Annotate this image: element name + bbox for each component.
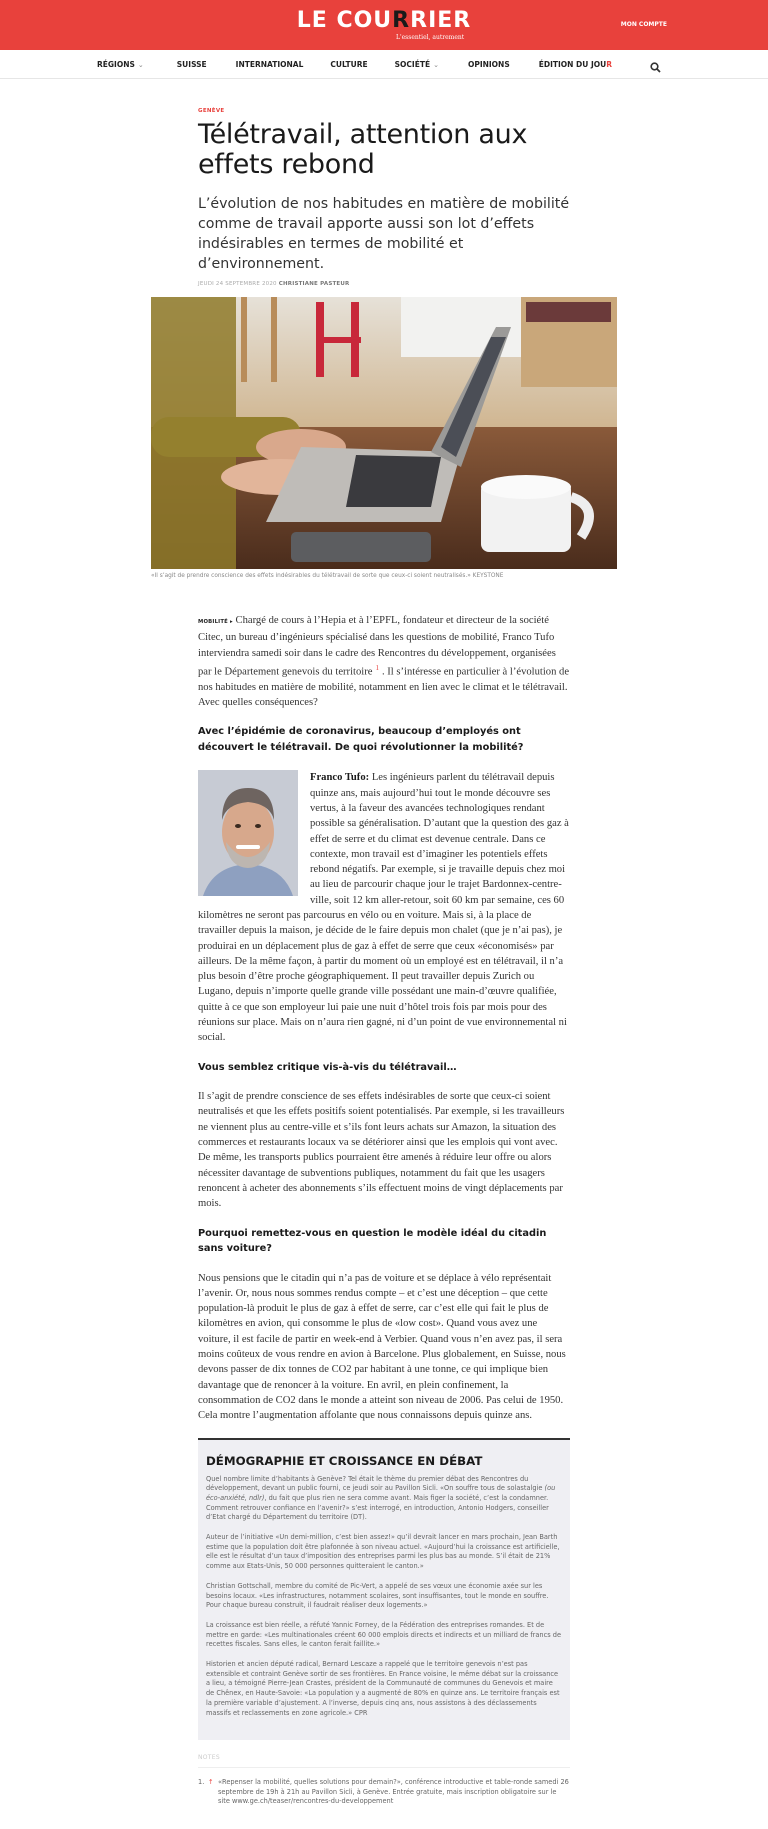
search-icon[interactable] [650, 58, 661, 69]
note-item [198, 1778, 570, 1807]
nav-item-culture[interactable]: CULTURE [330, 59, 368, 69]
portrait-photo-franco-tufo [198, 770, 298, 896]
account-link[interactable]: MON COMPTE [620, 21, 667, 28]
notes-title: NOTES [198, 1754, 570, 1768]
note-number: 1. [198, 1778, 205, 1787]
question-1: Avec l’épidémie de coronavirus, beaucoup d’employés ont découvert le télétravail. De quoi révolutionner la mobilité? [198, 726, 524, 753]
sidebox-paragraph: Historien et ancien député radical, Bernard Lescaze a rappelé que le territoire genevois n’est pas extensible et contraint Genève sortir de ses frontières. En France voisine, le même débat sur la croissance a lieu, a témoigné Pierre-Jean Crastes, président de la Communauté de communes du Genevois et maire de Chênex, en Haute-Savoie: «La population y a augmenté de 80% en quinze ans. Le territoire français est la première variable d’ajustement. A l’inverse, depuis cinq ans, nous assistons à des déclassements massifs et reclassements en zone agricole.» CPR [206, 1660, 560, 1717]
sidebox-paragraph: Auteur de l’initiative «Un demi-million, c’est bien assez!» qu’il devrait lancer en mars prochain, Jean Barth estime que la population doit être plafonnée à son niveau actuel. «Aujourd’hui la croissance est artificielle, elle est le résultat d’un taux d’imposition des entreprises parmi les plus bas au monde. S’il était de 21% comme aux Etats-Unis, 50 000 personnes quitteraient le canton.» [206, 1533, 560, 1571]
article-title: Télétravail, attention aux effets rebond [198, 119, 528, 180]
note-text: «Repenser la mobilité, quelles solutions pour demain?», conférence introductive et table-ronde samedi 26 septembre de 19h à 21h au Pavillon Sicli, à Genève. Entrée gratuite, mais inscription obligatoire sur le site www.ge.ch/teaser/rencontres-du-developpement [218, 1778, 569, 1806]
article-author[interactable]: CHRISTIANE PASTEUR [278, 281, 350, 287]
notes-section [198, 1754, 570, 1807]
sidebox-paragraph: Christian Gottschall, membre du comité de Pic-Vert, a appelé de ses vœux une économie axée sur les besoins locaux. «Les infrastructures, notamment scolaires, sont insuffisantes, tout le monde en souffre. Pour chaque bureau construit, il faudrait réaliser deux logements.» [206, 1581, 549, 1610]
nav-item-edition-du-jour[interactable]: ÉDITION DU JOUR [538, 59, 613, 69]
nav-item-regions[interactable]: RÉGIONS ⌄ [97, 59, 144, 69]
sidebox-paragraph: La croissance est bien réelle, a réfuté Yannic Forney, de la Fédération des entreprises romandes. Et de mettre en garde: «Les multinationales créent 60 000 emplois directs et indirects et un milliard de francs de recettes fiscales. Sans elles, le canton ferait faillite.» [206, 1620, 562, 1649]
question-3: Pourquoi remettez-vous en question le modèle idéal du citadin sans voiture? [198, 1227, 547, 1255]
hero-photo [151, 297, 617, 569]
answer-1: Franco Tufo: Les ingénieurs parlent du télétravail depuis quinze ans, mais aujourd’hui tout le monde découvre ses vertus, à la faveur des avancées technologiques rendant possible sa généralisation. D’autant que la question des gaz à effet de serre et du climat est devenue centrale. Dans ce contexte, mon travail est d’imaginer les potentiels effets rebond négatifs. Par exemple, si je travaille depuis chez moi au lieu de parcourir chaque jour le trajet Bardonnex-centre-ville, soit 12 km aller-retour, soit 60 km par semaine, ces 60 kilomètres ne seront pas parcourus en vélo ou en voiture. Mais si, à la place de travailler depuis la maison, je décide de le faire depuis mon chalet (que je n’ai pas), je produirai en un déplacement plus de gaz à effet de serre que ceux «économisés» par ailleurs. De la même façon, à partir du moment où un employé est en télétravail, il n’a plus besoin d’être proche géographiquement. Il peut travailler depuis Zurich ou Lugano, depuis n’importe quelle grande ville possédant une main-d’œuvre qualifiée, quitte à ce que son employeur lui paie une nuit d’hôtel trois fois par mois pour des réunions sur place. Mais on n’aura rien gagné, ni d’un point de vue environnemental ni social. [198, 772, 569, 1044]
question-2: Vous semblez critique vis-à-vis du télétravail… [198, 1061, 457, 1073]
article [0, 108, 768, 1807]
chevron-down-icon: ⌄ [433, 60, 439, 69]
section-kicker[interactable]: GENÈVE [198, 108, 225, 114]
main-nav [0, 50, 768, 79]
answer-3: Nous pensions que le citadin qui n’a pas de voiture et se déplace à vélo représentait l’avenir. Or, nous nous sommes rendus compte – et c’est une déception – que cette population-là produit le plus de gaz à effet de serre, car c’est elle qui fait le plus de kilomètres en avion, qui consomme le plus de «low cost». Quand vous avez une voiture, il est facile de partir en week-end à Verbier. Quand vous n’en avez pas, il sera moins coûteux de vous rendre en avion à Barcelone. Plus globalement, en Suisse, nous devons passer de dix tonnes de CO2 par habitant à une tonne, ce qui implique bien davantage que de renoncer à la voiture. En avril, en plein confinement, la consommation de CO2 dans le monde a atteint son niveau de 2006. Pas celui de 1950. Cela montre l’augmentation affolante que nous connaissons depuis quinze ans. [198, 1272, 566, 1422]
chevron-down-icon: ⌄ [137, 60, 144, 69]
footnote-ref-1[interactable]: 1 [375, 663, 379, 672]
photo-caption: «Il s’agit de prendre conscience des effets indésirables du télétravail de sorte que ceux-ci soient neutralisés.» KEYSTONE [151, 573, 504, 579]
article-date: JEUDI 24 SEPTEMBRE 2020 [198, 281, 277, 287]
article-lead: L’évolution de nos habitudes en matière de mobilité comme de travail apporte aussi son lot d’effets indésirables en termes de mobilité et d’environnement. [198, 196, 570, 272]
sidebox-title: DÉMOGRAPHIE ET CROISSANCE EN DÉBAT [206, 1453, 483, 1468]
nav-item-opinions[interactable]: OPINIONS [467, 59, 510, 69]
back-to-ref-arrow-icon[interactable]: ↑ [208, 1778, 214, 1787]
speaker-name: Franco Tufo: [310, 772, 370, 784]
sidebox-demographie [198, 1438, 570, 1741]
logo-wordmark: LE COURRIER [296, 8, 472, 33]
nav-item-societe[interactable]: SOCIÉTÉ ⌄ [394, 59, 439, 69]
intro-paragraph: MOBILITÉ ▸ Chargé de cours à l’Hepia et à l’EPFL, fondateur et directeur de la société Citec, un bureau d’ingénieurs spécialisé dans les questions de mobilité, Franco Tufo interviendra samedi soir dans le cadre des Rencontres du développement, organisées par le Département genevois du territoire $^1$ . Il s’intéresse en particulier à l’évolution de nos habitudes en matière de mobilité, notamment en lien avec le climat et le télétravail. Avec quelles conséquences? [198, 615, 570, 709]
logo-tagline: L'essentiel, autrement [396, 34, 465, 41]
sidebox-paragraph: Quel nombre limite d’habitants à Genève? Tel était le thème du premier débat des Rencontres du développement, devant un public fourni, ce jeudi soir au Pavillon Sicli. «On souffre tous de solastalgie (ou éco-anxiété, ndlr), du fait que plus rien ne sera comme avant. Mais figer la société, c’est la condamner. Comment retrouver confiance en l’avenir?» s’est interrogé, en introduction, Antonio Hodgers, conseiller d’Etat chargé du Département du territoire (DT). [206, 1474, 556, 1522]
answer-2: Il s’agit de prendre conscience de ses effets indésirables de sorte que ceux-ci soient neutralisés et que les effets positifs soient potentialisés. Par exemple, si les travailleurs ne viennent plus au centre-ville et s’ils font leurs achats sur Amazon, la situation des commerces et restaurants locaux va se détériorer ainsi que les emplois qui vont avec. De même, les transports publics pourraient être amenés à réduire leur offre ou alors nécessiter davantage de subventions publiques, notamment du fait que les usagers renoncent à acheter des abonnements s’ils effectuent moins de vingt déplacements par mois. [198, 1091, 565, 1210]
nav-item-international[interactable]: INTERNATIONAL [235, 59, 304, 69]
article-meta [198, 281, 570, 287]
nav-item-suisse[interactable]: SUISSE [176, 59, 207, 69]
article-body [198, 613, 570, 1807]
site-header [0, 0, 768, 50]
topic-tag: MOBILITÉ ▸ [198, 619, 233, 625]
article-figure [151, 297, 617, 579]
